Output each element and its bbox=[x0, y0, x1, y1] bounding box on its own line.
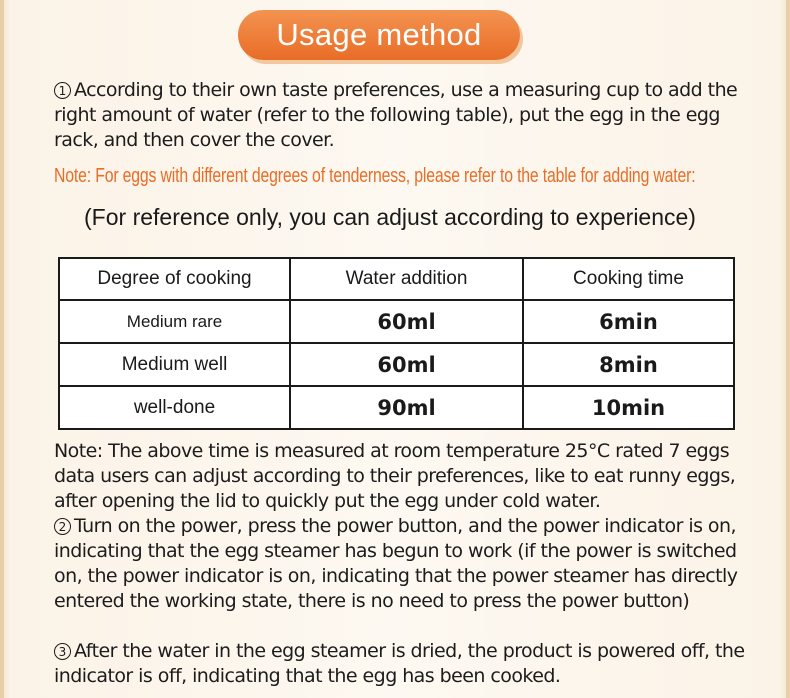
step-1-paragraph bbox=[54, 78, 754, 153]
table-header-row bbox=[59, 258, 734, 300]
cell-degree: well-done bbox=[59, 386, 290, 429]
cell-time: 8min bbox=[523, 343, 734, 386]
left-edge-decoration bbox=[0, 0, 4, 698]
cell-water: 60ml bbox=[290, 343, 523, 386]
cell-water: 90ml bbox=[290, 386, 523, 429]
step-2-paragraph bbox=[54, 514, 754, 614]
step-3-text: After the water in the egg steamer is dried, the product is powered off, the indicator is off, indicating that the egg has been cooked. bbox=[54, 640, 745, 687]
step-3-number: 3 bbox=[54, 643, 71, 660]
header-degree: Degree of cooking bbox=[59, 258, 290, 300]
table-row bbox=[59, 386, 734, 429]
step-2-number: 2 bbox=[54, 518, 71, 535]
step-1-text: According to their own taste preferences, use a measuring cup to add the right amount of water (refer to the following table), put the egg in the egg rack, and then cover the cover. bbox=[54, 79, 738, 151]
header-time: Cooking time bbox=[523, 258, 734, 300]
header-water: Water addition bbox=[290, 258, 523, 300]
right-edge-decoration bbox=[786, 0, 790, 698]
cell-degree: Medium well bbox=[59, 343, 290, 386]
table-row bbox=[59, 300, 734, 343]
usage-method-title: Usage method bbox=[238, 10, 520, 60]
reference-note: (For reference only, you can adjust according to experience) bbox=[84, 204, 696, 230]
cell-degree: Medium rare bbox=[59, 300, 290, 343]
cell-time: 10min bbox=[523, 386, 734, 429]
step-3-paragraph bbox=[54, 639, 754, 689]
time-note-paragraph: Note: The above time is measured at room temperature 25°C rated 7 eggs data users can adjust according to their preferences, like to eat runny eggs, after opening the lid to quickly put the egg under cold water. bbox=[54, 440, 736, 512]
cell-time: 6min bbox=[523, 300, 734, 343]
cell-water: 60ml bbox=[290, 300, 523, 343]
step-2-text: Turn on the power, press the power button, and the power indicator is on, indicating that the egg steamer has begun to work (if the power is switched on, the power indicator is on, indicating that the power steamer has directly entered the working state, there is no need to press the power button) bbox=[54, 515, 738, 612]
cooking-table bbox=[58, 257, 735, 430]
step-1-number: 1 bbox=[54, 82, 71, 99]
water-note: Note: For eggs with different degrees of tenderness, please refer to the table for adding water: bbox=[54, 165, 696, 187]
table-row bbox=[59, 343, 734, 386]
